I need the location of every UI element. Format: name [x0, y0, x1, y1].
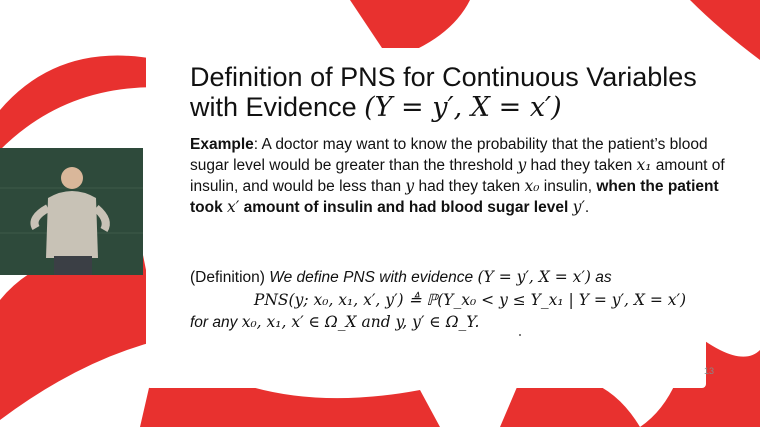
example-xprime: x′ [227, 198, 240, 216]
example-text-4: had they taken [414, 178, 525, 195]
cursor-dot [519, 334, 521, 336]
title-line-1: Definition of PNS for Continuous Variables [190, 62, 697, 92]
definition-block [190, 266, 710, 334]
speaker-video [0, 148, 143, 275]
definition-line-1 [190, 266, 710, 289]
definition-label: (Definition) [190, 269, 265, 286]
example-label: Example [190, 136, 254, 153]
example-bold-1: when the patient took [190, 178, 719, 216]
definition-math: (Y = y′, X = x′) [477, 268, 591, 286]
example-paragraph [190, 134, 730, 218]
title-line-2-text: with Evidence [190, 92, 357, 122]
definition-line-3 [190, 311, 710, 334]
definition-as: as [590, 269, 612, 286]
title-line-2-math: (Y = y′, X = x′) [364, 92, 562, 123]
example-y: y [517, 156, 527, 174]
example-text-1: : A doctor may want to know the probability that the patient’s blood sugar level would be greater than the threshold [190, 136, 708, 174]
definition-formula: PNS(y; x₀, x₁, x′, y′) ≜ ℙ(Y_x₀ < y ≤ Y_x₁ | Y = y′, X = x′) [253, 291, 687, 309]
example-x0: x₀ [524, 177, 540, 195]
definition-for: for any [190, 314, 242, 331]
example-text-5: insulin, [539, 178, 597, 195]
definition-text: We define PNS with evidence [264, 269, 478, 286]
example-yprime: y′ [572, 198, 585, 216]
slide-title [190, 62, 750, 123]
page-number: 13 [704, 366, 715, 376]
example-text-3: amount of insulin, and would be less than [190, 157, 725, 195]
example-x1: x₁ [636, 156, 652, 174]
example-y2: y [405, 177, 415, 195]
definition-vars: x₀, x₁, x′ ∈ Ω_X and y, y′ ∈ Ω_Y. [241, 313, 480, 331]
example-bold-2: amount of insulin and had blood sugar level [239, 199, 573, 216]
example-end: . [584, 199, 590, 216]
example-text-2: had they taken [526, 157, 637, 174]
